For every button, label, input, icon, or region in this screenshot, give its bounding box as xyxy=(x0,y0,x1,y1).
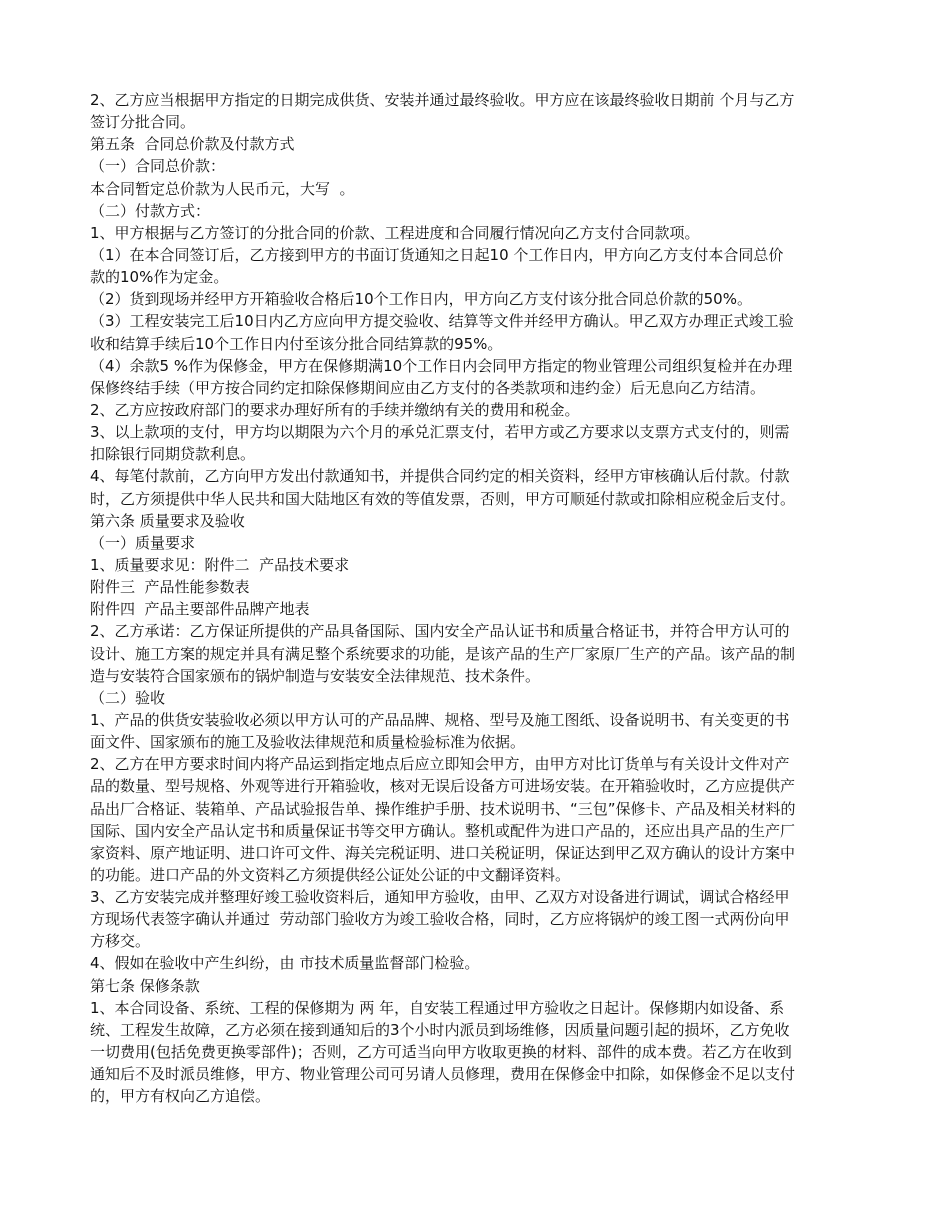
text-line: 面文件、国家颁布的施工及验收法律规范和质量检验标准为依据。 xyxy=(90,733,526,752)
text-line: 2、乙方应按政府部门的要求办理好所有的手续并缴纳有关的费用和税金。 xyxy=(90,400,580,419)
text-line: （2）货到现场并经甲方开箱验收合格后10个工作日内，甲方向乙方支付该分批合同总价款的50%。 xyxy=(90,290,752,309)
text-line: 一切费用(包括免费更换零部件)；否则，乙方可适当向甲方收取更换的材料、部件的成本费。若乙方在收到 xyxy=(90,1043,792,1062)
text-line: 附件三 产品性能参数表 xyxy=(90,578,250,597)
text-line: 3、以上款项的支付，甲方均以期限为六个月的承兑汇票支付，若甲方或乙方要求以支票方式支付的，则需 xyxy=(90,423,790,442)
text-line: 家资料、原产地证明、进口许可文件、海关完税证明、进口关税证明，保证达到甲乙双方确认的设计方案中 xyxy=(90,843,796,862)
text-line: 4、假如在验收中产生纠纷，由 市技术质量监督部门检验。 xyxy=(90,954,480,973)
text-line: （4）余款5 %作为保修金，甲方在保修期满10个工作日内会同甲方指定的物业管理公司组织复检并在办理 xyxy=(90,356,793,375)
text-line: 附件四 产品主要部件品牌产地表 xyxy=(90,600,310,619)
text-line: （1）在本合同签订后，乙方接到甲方的书面订货通知之日起10 个工作日内，甲方向乙方支付本合同总价 xyxy=(90,245,784,264)
text-line: 2、乙方在甲方要求时间内将产品运到指定地点后应立即知会甲方，由甲方对比订货单与有关设计文件对产 xyxy=(90,755,790,774)
text-line: 统、工程发生故障，乙方必须在接到通知后的3个小时内派员到场维修，因质量问题引起的损坏，乙方免收 xyxy=(90,1020,790,1039)
subsection-heading: （二）验收 xyxy=(90,688,166,707)
text-line: 方现场代表签字确认并通过 劳动部门验收方为竣工验收合格，同时，乙方应将锅炉的竣工图一式两份向甲 xyxy=(90,910,790,929)
text-line: 收和结算手续后10个工作日内付至该分批合同结算款的95%。 xyxy=(90,334,503,353)
text-line: 1、甲方根据与乙方签订的分批合同的价款、工程进度和合同履行情况向乙方支付合同款项。 xyxy=(90,223,700,242)
text-line: 3、乙方安装完成并整理好竣工验收资料后，通知甲方验收，由甲、乙双方对设备进行调试，调试合格经甲 xyxy=(90,888,790,907)
text-line: 通知后不及时派员维修，甲方、物业管理公司可另请人员修理，费用在保修金中扣除，如保修金不足以支付 xyxy=(90,1065,796,1084)
text-line: （3）工程安装完工后10日内乙方应向甲方提交验收、结算等文件并经甲方确认。甲乙双方办理正式竣工验 xyxy=(90,312,794,331)
text-line: 2、乙方承诺：乙方保证所提供的产品具备国际、国内安全产品认证书和质量合格证书，并符合甲方认可的 xyxy=(90,622,790,641)
text-line: 款的10%作为定金。 xyxy=(90,268,229,287)
section-heading: 第七条 保修条款 xyxy=(90,976,200,995)
text-line: 方移交。 xyxy=(90,932,151,951)
text-line: 的，甲方有权向乙方追偿。 xyxy=(90,1087,271,1106)
text-line: 签订分批合同。 xyxy=(90,113,196,132)
text-line: 的功能。进口产品的外文资料乙方须提供经公证处公证的中文翻译资料。 xyxy=(90,865,571,884)
document-body xyxy=(90,89,862,1107)
text-line: 2、乙方应当根据甲方指定的日期完成供货、安装并通过最终验收。甲方应在该最终验收日期前 个月与乙方 xyxy=(90,91,795,109)
text-line: 1、产品的供货安装验收必须以甲方认可的产品品牌、规格、型号及施工图纸、设备说明书、有关变更的书 xyxy=(90,710,790,729)
text-line: 本合同暂定总价款为人民币元，大写 。 xyxy=(90,179,355,198)
text-line: 扣除银行同期贷款利息。 xyxy=(90,445,256,464)
subsection-heading: （一）质量要求 xyxy=(90,533,196,552)
text-line: 国际、国内安全产品认定书和质量保证书等交甲方确认。整机或配件为进口产品的，还应出具产品的生产厂 xyxy=(90,821,796,840)
subsection-heading: （二）付款方式： xyxy=(90,201,211,220)
text-line: 1、质量要求见：附件二 产品技术要求 xyxy=(90,555,350,574)
text-line: 4、每笔付款前，乙方向甲方发出付款通知书，并提供合同约定的相关资料，经甲方审核确认后付款。付款 xyxy=(90,467,790,486)
text-line: 保修终结手续（甲方按合同约定扣除保修期间应由乙方支付的各类款项和违约金）后无息向乙方结清。 xyxy=(90,378,766,397)
section-heading: 第五条 合同总价款及付款方式 xyxy=(90,135,295,154)
text-line: 品的数量、型号规格、外观等进行开箱验收，核对无误后设备方可进场安装。在开箱验收时，乙方应提供产 xyxy=(90,777,796,796)
text-line: 造与安装符合国家颁布的锅炉制造与安装安全法律规范、技术条件。 xyxy=(90,666,541,685)
text-line: 时，乙方须提供中华人民共和国大陆地区有效的等值发票，否则，甲方可顺延付款或扣除相应税金后支付。 xyxy=(90,489,796,508)
section-heading: 第六条 质量要求及验收 xyxy=(90,511,245,530)
text-line: 设计、施工方案的规定并具有满足整个系统要求的功能，是该产品的生产厂家原厂生产的产品。该产品的制 xyxy=(90,644,796,663)
text-line: 品出厂合格证、装箱单、产品试验报告单、操作维护手册、技术说明书、“三包”保修卡、产品及相关材料的 xyxy=(90,799,796,818)
text-line: 1、本合同设备、系统、工程的保修期为 两 年，自安装工程通过甲方验收之日起计。保修期内如设备、系 xyxy=(90,998,785,1017)
subsection-heading: （一）合同总价款： xyxy=(90,157,226,176)
